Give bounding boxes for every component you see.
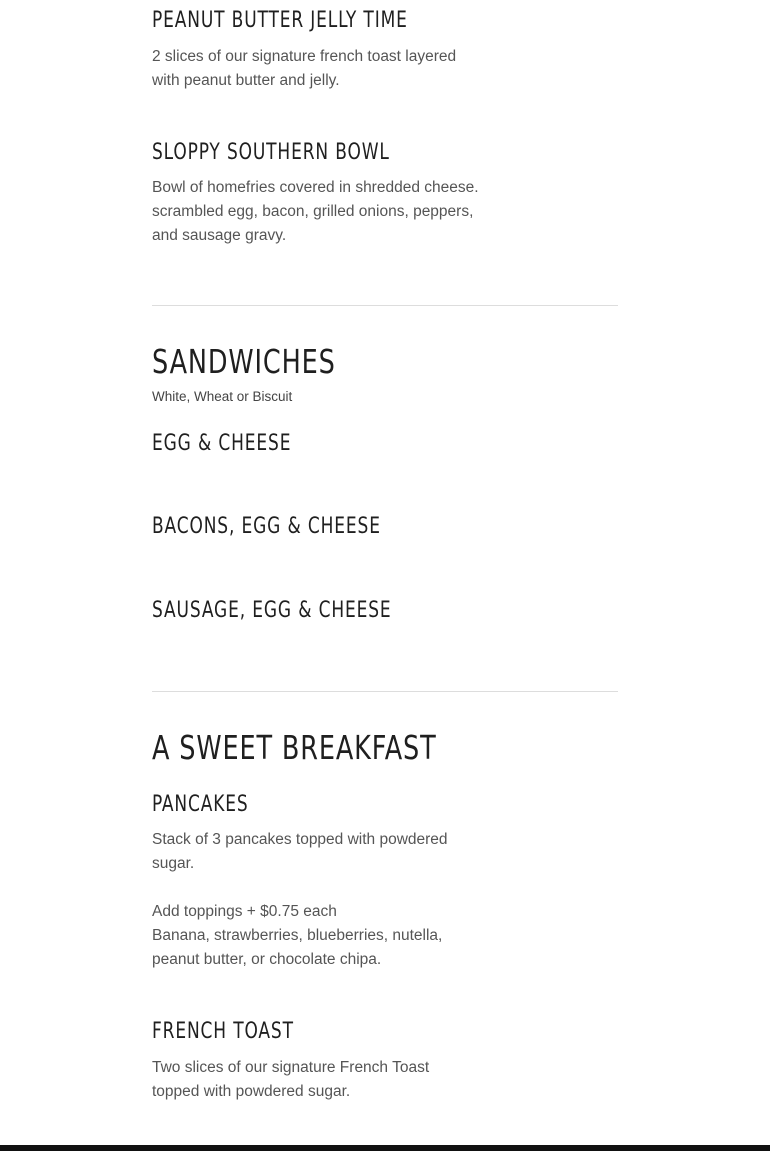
menu-item-title: SAUSAGE, EGG & CHEESE (152, 598, 392, 623)
menu-item-title: PANCAKES (152, 792, 249, 817)
menu-item-title: FRENCH TOAST (152, 1019, 294, 1044)
section-title-sandwiches: SANDWICHES (152, 342, 336, 381)
menu-item-title: EGG & CHEESE (152, 431, 292, 456)
footer-bar (0, 1145, 770, 1151)
menu-item-title: BACONS, EGG & CHEESE (152, 514, 381, 539)
section-title-sweet-breakfast: A SWEET BREAKFAST (152, 728, 437, 767)
menu-item-description: Stack of 3 pancakes topped with powdered sugar. Add toppings + $0.75 each Banana, strawberries, blueberries, nutella, peanut butter, or chocolate chipa. (152, 831, 448, 968)
menu-item-description: Two slices of our signature French Toast topped with powdered sugar. (152, 1059, 430, 1100)
menu-item-description: Bowl of homefries covered in shredded cheese. scrambled egg, bacon, grilled onions, peppers, and sausage gravy. (152, 179, 479, 244)
section-divider (152, 305, 618, 306)
section-subtitle: White, Wheat or Biscuit (152, 389, 293, 404)
menu-item-description: 2 slices of our signature french toast layered with peanut butter and jelly. (152, 48, 457, 89)
menu-item-title: PEANUT BUTTER JELLY TIME (152, 8, 408, 33)
menu-item-title: SLOPPY SOUTHERN BOWL (152, 140, 390, 165)
section-divider (152, 691, 618, 692)
